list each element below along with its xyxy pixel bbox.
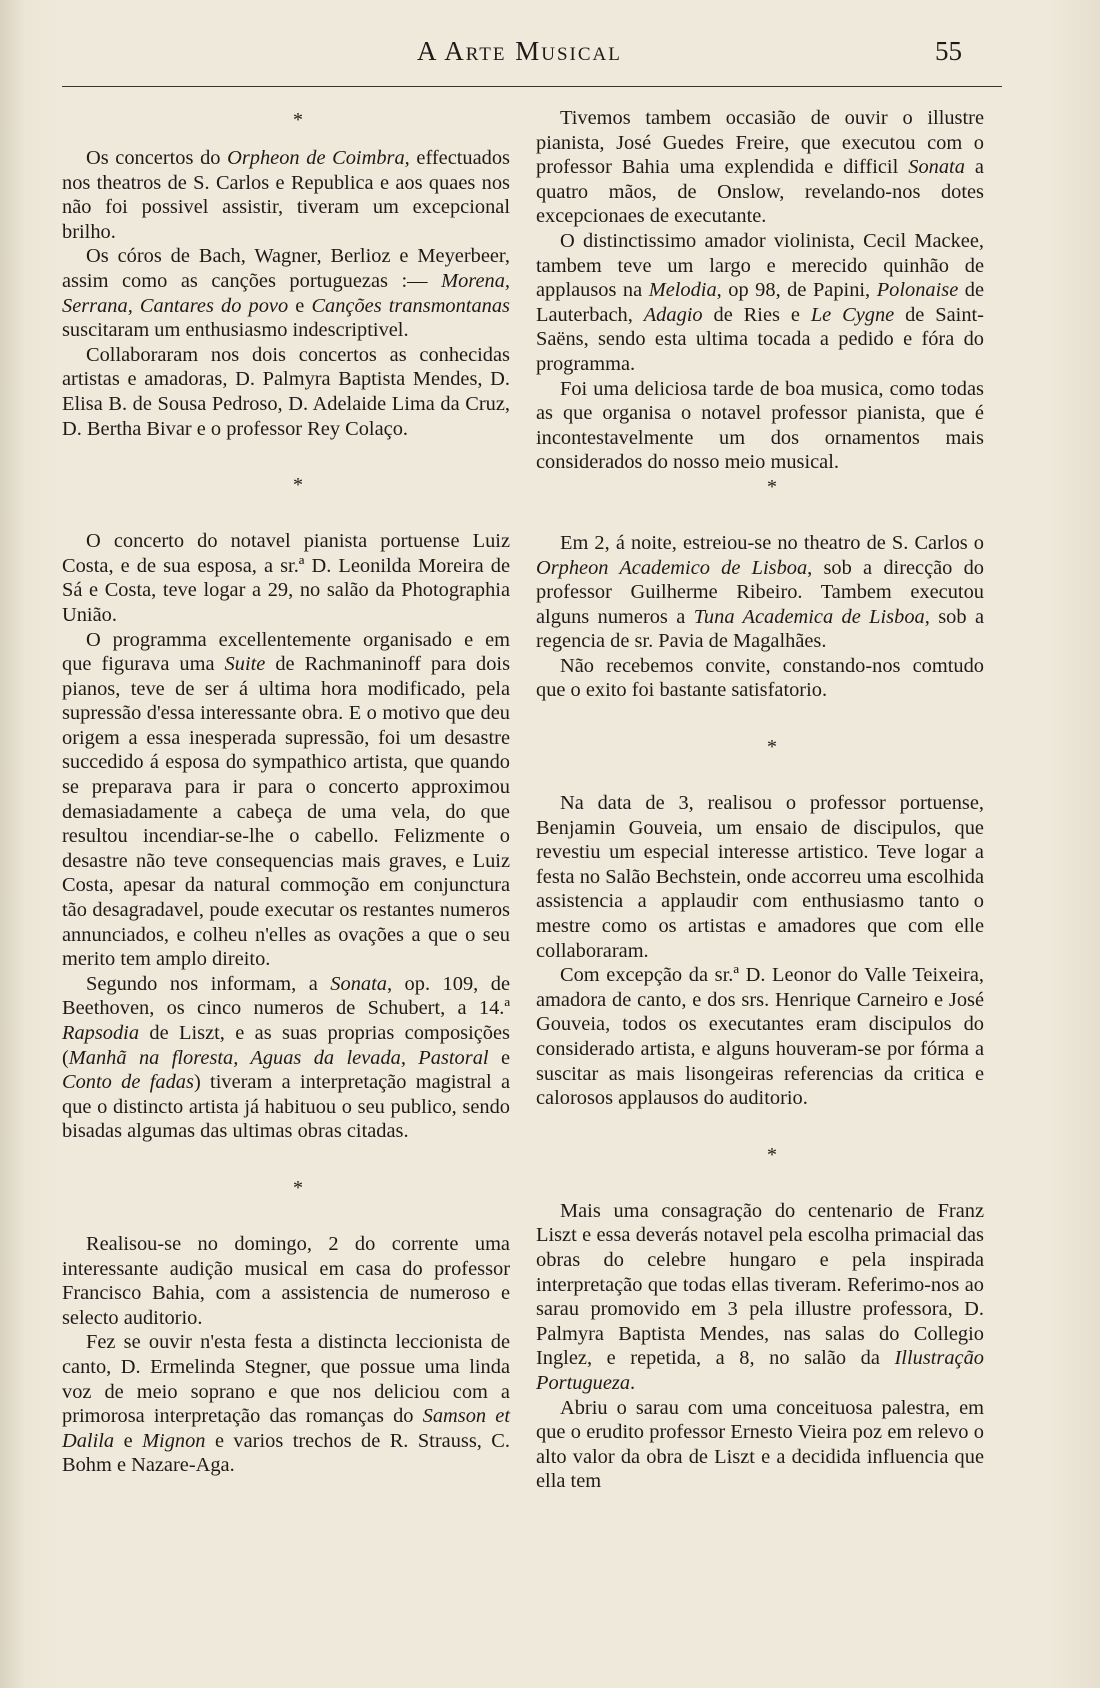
- paragraph: O programma excellentemente organisado e em que figurava uma Suite de Rachmaninoff para dois pianos, teve de ser á ultima hora modificado, pela supressão d'essa interessante obra. E o motivo que deu origem a essa inesperada supressão, foi um desastre succedido á esposa do sympathico artista, que quando se preparava para ir para o concerto approximou demasiadamente a cabeça de uma vela, do que resultou incendiar-se-lhe o cabello. Felizmente o desastre não teve consequencias mais graves, e Luiz Costa, apesar da natural commoção em conjunctura tão desagradavel, poude executar os restantes numeros annunciados, e colheu n'elles as ovações a que o seu merito tem amplo direito.: [62, 628, 510, 971]
- running-header: [0, 36, 1100, 76]
- paragraph: Os concertos do Orpheon de Coimbra, effectuados nos theatros de S. Carlos e Republica e aos quaes nos não foi possivel assistir, tiveram um excepcional brilho.: [62, 147, 510, 243]
- paragraph: Os córos de Bach, Wagner, Berlioz e Meyerbeer, assim como as canções portuguezas :— Morena, Serrana, Cantares do povo e Canções transmontanas suscitaram um enthusiasmo indescriptivel.: [62, 245, 510, 342]
- section-separator: *: [767, 736, 777, 759]
- paragraph: Fez se ouvir n'esta festa a distincta leccionista de canto, D. Ermelinda Stegner, que possue uma linda voz de meio soprano e que nos deliciou com a primorosa interpretação das romanças do Samson et Dalila e Mignon e varios trechos de R. Strauss, C. Bohm e Nazare-Aga.: [62, 1331, 510, 1477]
- section-separator: *: [293, 474, 303, 497]
- page-number: 55: [935, 36, 962, 66]
- paragraph: O distinctissimo amador violinista, Cecil Mackee, tambem teve um largo e merecido quinhão de applausos na Melodia, op 98, de Papini, Polonaise de Lauterbach, Adagio de Ries e Le Cygne de Saint-Saëns, sendo esta ultima tocada a pedido e fóra do programma.: [536, 229, 985, 375]
- section-separator: *: [767, 1143, 777, 1166]
- section-separator: *: [293, 109, 303, 131]
- paragraph: Não recebemos convite, constando-nos comtudo que o exito foi bastante satisfatorio.: [536, 654, 984, 702]
- paragraph: Foi uma deliciosa tarde de boa musica, como todas as que organisa o notavel professor pianista, que é incontestavelmente um dos ornamentos mais considerados do nosso meio musical.: [536, 377, 984, 474]
- paragraph: O concerto do notavel pianista portuense Luiz Costa, e de sua esposa, a sr.ª D. Leonilda Moreira de Sá e Costa, teve logar a 29, no salão da Photographia União.: [62, 530, 510, 626]
- paragraph: Mais uma consagração do centenario de Franz Liszt e essa deverás notavel pela escolha primacial das obras do celebre hungaro e pela inspirada interpretação que todas ellas tiveram. Referimo-nos ao sarau promovido em 3 pela illustre professora, D. Palmyra Baptista Mendes, nas salas do Collegio Inglez, e repetida, a 8, no salão da Illustração Portugueza.: [536, 1199, 984, 1394]
- paragraph: Na data de 3, realisou o professor portuense, Benjamin Gouveia, um ensaio de discipulos, que revestiu um especial interesse artistico. Teve logar a festa no Salão Bechstein, onde accorreu uma escolhida assistencia a applaudir com enthusiasmo tanto o mestre como os artistas e amadores que com elle collaboraram.: [536, 792, 984, 962]
- paragraph: Em 2, á noite, estreiou-se no theatro de S. Carlos o Orpheon Academico de Lisboa, sob a direcção do professor Guilherme Ribeiro. Tambem executou alguns numeros a Tuna Academica de Lisboa, sob a regencia de sr. Pavia de Magalhães.: [536, 531, 984, 653]
- section-separator: *: [293, 1176, 303, 1199]
- journal-title: A Arte Musical: [417, 36, 622, 66]
- paragraph: Tivemos tambem occasião de ouvir o illustre pianista, José Guedes Freire, que executou com o professor Bahia uma explendida e difficil Sonata a quatro mãos, de Onslow, revelando-nos dotes excepcionaes de executante.: [536, 107, 984, 228]
- paragraph: Com excepção da sr.ª D. Leonor do Valle Teixeira, amadora de canto, e dos srs. Henrique Carneiro e José Gouveia, todos os executantes eram discipulos do considerado artista, e alguns houveram-se por fórma a suscitar as mais lisongeiras referencias da critica e calorosos applausos do auditorio.: [536, 964, 984, 1110]
- header-rule: [62, 86, 1002, 87]
- section-separator: *: [767, 475, 777, 498]
- paragraph: Realisou-se no domingo, 2 do corrente uma interessante audição musical em casa do professor Francisco Bahia, com a assistencia de numeroso e selecto auditorio.: [62, 1232, 510, 1329]
- right-column: [536, 106, 984, 1494]
- paragraph: Collaboraram nos dois concertos as conhecidas artistas e amadoras, D. Palmyra Baptista Mendes, D. Elisa B. de Sousa Pedroso, D. Adelaide Lima da Cruz, D. Bertha Bivar e o professor Rey Colaço.: [62, 343, 510, 440]
- paragraph: Segundo nos informam, a Sonata, op. 109, de Beethoven, os cinco numeros de Schubert, a 14.ª Rapsodia de Liszt, e as suas proprias composições (Manhã na floresta, Aguas da levada, Pastoral e Conto de fadas) tiveram a interpretação magistral a que o distincto artista já habituou o seu publico, sendo bisadas algumas das ultimas obras citadas.: [62, 972, 511, 1143]
- left-column: [62, 108, 510, 1478]
- paragraph: Abriu o sarau com uma conceituosa palestra, em que o erudito professor Ernesto Vieira poz em relevo o alto valor da obra de Liszt e a decidida influencia que ella tem: [536, 1396, 984, 1493]
